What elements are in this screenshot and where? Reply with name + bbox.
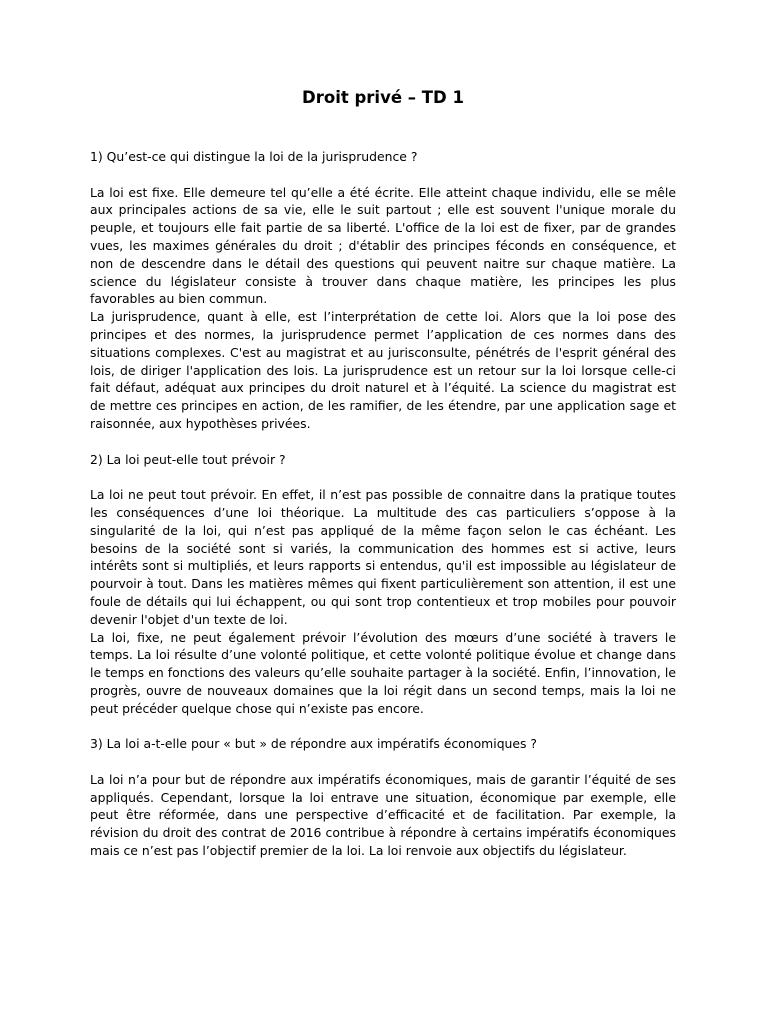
question-1: 1) Qu’est-ce qui distingue la loi de la jurisprudence ? xyxy=(90,149,418,164)
section-1 xyxy=(90,148,676,433)
answer-3-paragraph-1: La loi n’a pour but de répondre aux impératifs économiques, mais de garantir l’équité de ses appliqués. Cependant, lorsque la loi entrave une situation, économique par exemple, elle peut être réformée, dans une perspective d’efficacité et de facilitation. Par exemple, la révision du droit des contrat de 2016 contribue à répondre à certains impératifs économiques mais ce n’est pas l’objectif premier de la loi. La loi renvoie aux objectifs du législateur. xyxy=(90,771,676,859)
document-title: Droit privé – TD 1 xyxy=(302,88,464,107)
question-3: 3) La loi a-t-elle pour « but » de répondre aux impératifs économiques ? xyxy=(90,736,538,752)
answer-1-paragraph-1: La loi est fixe. Elle demeure tel qu’elle a été écrite. Elle atteint chaque individu, elle se mêle aux principales actions de sa vie, elle le suit partout ; elle est souvent l'unique morale du peuple, et toujours elle fait partie de sa liberté. L'office de la loi est de fixer, par de grandes vues, les maximes générales du droit ; d'établir des principes féconds en conséquence, et non de descendre dans le détail des questions qui peuvent naitre sur chaque matière. La science du législateur consiste à trouver dans chaque matière, les principes les plus favorables au bien commun. xyxy=(90,184,676,307)
answer-2 xyxy=(90,486,676,717)
question-2: 2) La loi peut-elle tout prévoir ? xyxy=(90,451,286,467)
answer-1-paragraph-2: La jurisprudence, quant à elle, est l’interprétation de cette loi. Alors que la loi pose des principes et des normes, la jurisprudence permet l’application de ces normes dans des situations complexes. C'est au magistrat et au jurisconsulte, pénétrés de l'esprit général des lois, de diriger l'application des lois. La jurisprudence est un retour sur la loi lorsque celle-ci fait défaut, adéquat aux principes du droit naturel et à l’équité. La science du magistrat est de mettre ces principes en action, de les ramifier, de les étendre, par une application sage et raisonnée, aux hypothèses privées. xyxy=(90,309,676,431)
answer-3 xyxy=(90,771,676,860)
answer-1 xyxy=(90,184,676,433)
document-page xyxy=(90,86,676,878)
answer-2-paragraph-2: La loi, fixe, ne peut également prévoir l’évolution des mœurs d’une société à travers le temps. La loi résulte d’une volonté politique, et cette volonté politique évolue et change dans le temps en fonctions des valeurs qu’elle souhaite partager à la société. Enfin, l’innovation, le progrès, ouvre de nouveaux domaines que la loi régit dans un second temps, mais la loi ne peut précéder quelque chose qui n’existe pas encore. xyxy=(90,629,676,716)
section-3 xyxy=(90,735,676,860)
section-2 xyxy=(90,451,676,718)
answer-2-paragraph-1: La loi ne peut tout prévoir. En effet, il n’est pas possible de connaitre dans la pratique toutes les conséquences d’une loi théorique. La multitude des cas particuliers s’oppose à la singularité de la loi, qui n’est pas appliqué de la même façon selon le cas échéant. Les besoins de la société sont si variés, la communication des hommes est si active, leurs intérêts sont si multipliés, et leurs rapports si entendus, qu'il est impossible au législateur de pourvoir à tout. Dans les matières mêmes qui fixent particulièrement son attention, il est une foule de détails qui lui échappent, ou qui sont trop contentieux et trop mobiles pour pouvoir devenir l'objet d'un texte de loi. xyxy=(90,487,676,627)
